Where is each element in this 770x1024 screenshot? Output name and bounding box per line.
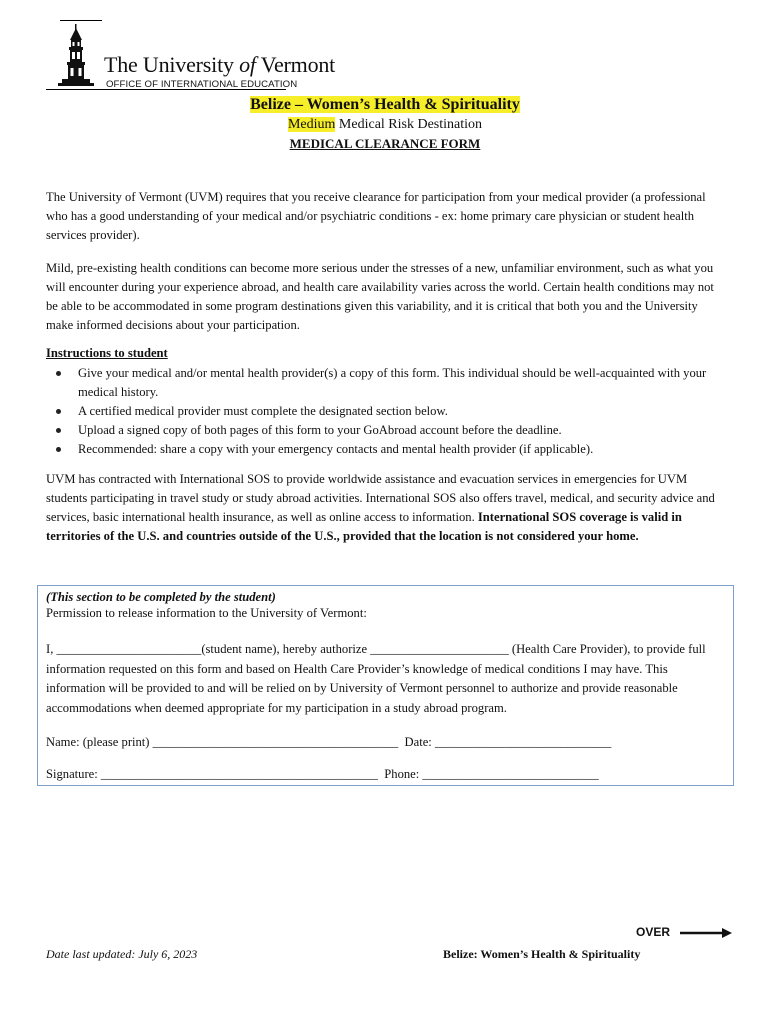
sos-coverage-note: International SOS coverage is valid in territories of the U.S. and countries outside of the U.S., provided that the location is not considered your home.: [46, 510, 682, 543]
list-item: [46, 440, 726, 459]
bullet-icon: [56, 371, 61, 376]
student-section-heading: (This section to be completed by the student): [46, 590, 276, 604]
university-name-of: of: [239, 52, 256, 77]
list-item-text: Upload a signed copy of both pages of this form to your GoAbroad account before the deadline.: [78, 423, 562, 437]
intro-paragraph: The University of Vermont (UVM) requires that you receive clearance for participation from your medical provider (a professional who has a good understanding of your medical and/or psychiatric conditions - ex: home primary care physician or student health services provider).: [46, 190, 706, 242]
program-title: Belize – Women’s Health & Spirituality: [250, 96, 520, 113]
form-name: MEDICAL CLEARANCE FORM: [289, 136, 481, 151]
name-field[interactable]: Name: (please print) _______________________________________: [46, 735, 399, 749]
signature-field[interactable]: Signature: ____________________________________________: [46, 767, 378, 781]
instructions-list: [46, 364, 726, 459]
date-last-updated: Date last updated: July 6, 2023: [46, 947, 198, 961]
over-label: OVER: [636, 925, 671, 939]
program-title-wrap: [0, 96, 770, 114]
name-date-row: [46, 735, 611, 750]
list-item: [46, 402, 726, 421]
sos-text: UVM has contracted with International SOS to provide worldwide assistance and evacuation services in emergencies for UVM students participating in travel study or study abroad activities. International SOS also offers travel, medical, and security advice and services, basic international health insurance, as well as online access to information.: [46, 472, 715, 524]
permission-line: Permission to release information to the University of Vermont:: [46, 606, 367, 620]
risk-level-suffix: Medical Risk Destination: [335, 117, 483, 132]
office-name: OFFICE OF INTERNATIONAL EDUCATION: [106, 79, 298, 90]
logo-top-rule: [60, 20, 102, 21]
risk-level-line: [0, 117, 770, 133]
university-tower-logo-icon: [58, 24, 94, 86]
footer-program-name: Belize: Women’s Health & Spirituality: [443, 947, 641, 961]
list-item-text: Recommended: share a copy with your emergency contacts and mental health provider (if applicable).: [78, 442, 594, 456]
university-name: The University of Vermont: [104, 52, 336, 77]
authorization-paragraph[interactable]: I, _______________________(student name), hereby authorize ______________________ (Health Care Provider), to provide full information requested on this form and based on Health Care Provider’s knowledge of medical conditions I may have. This information will be provided to and will be relied on by University of Vermont personnel to authorize and provide reasonable accommodations when deemed appropriate for my participation in a study abroad program.: [46, 642, 706, 715]
phone-field[interactable]: Phone: ____________________________: [384, 767, 599, 781]
list-item: [46, 421, 726, 440]
bullet-icon: [56, 447, 61, 452]
bullet-icon: [56, 428, 61, 433]
conditions-paragraph: Mild, pre-existing health conditions can become more serious under the stresses of a new, unfamiliar environment, such as what you will encounter during your experience abroad, and health care availability varies across the world. Certain health conditions may not be able to be accommodated in some program destinations given this variability, and it is critical that both you and the University make informed decisions about your participation.: [46, 261, 714, 332]
list-item: [46, 364, 726, 402]
list-item-text: A certified medical provider must complete the designated section below.: [78, 404, 448, 418]
list-item-text: Give your medical and/or mental health provider(s) a copy of this form. This individual should be well-acquainted with your medical history.: [78, 366, 707, 399]
date-field[interactable]: Date: ____________________________: [404, 735, 612, 749]
bullet-icon: [56, 409, 61, 414]
sos-paragraph: [46, 470, 726, 546]
arrow-right-icon: [680, 927, 732, 939]
signature-phone-row: [46, 767, 599, 782]
instructions-heading: Instructions to student: [46, 346, 168, 360]
risk-level: Medium: [287, 117, 336, 132]
